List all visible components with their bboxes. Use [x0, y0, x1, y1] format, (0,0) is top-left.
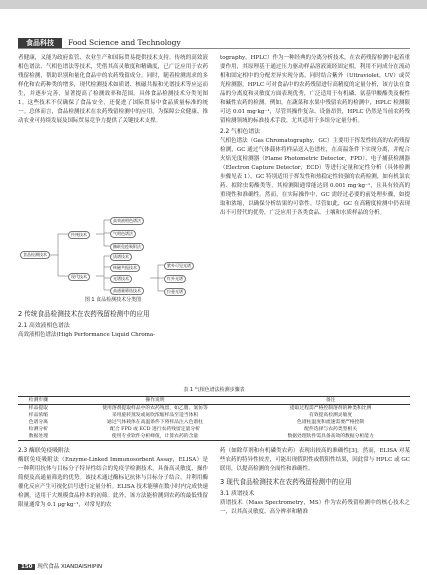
table-title: 表 1 气相色谱法检测步骤表 — [183, 387, 245, 393]
table-row — [18, 412, 410, 419]
table-cell: 检测分析 — [28, 427, 48, 432]
diagram-leaf-ir: 红外光谱 — [164, 275, 186, 283]
section-2-heading: 2 传统食品检测技术在农药残留检测中的应用 — [18, 310, 150, 318]
table-cell: 配件选择与农药类型相关 — [304, 427, 357, 432]
top-band — [0, 0, 427, 9]
table-row — [18, 419, 410, 426]
table-cell: 色谱分离 — [28, 420, 48, 425]
gc-paragraph: 气相色谱法（Gas Chromatography，GC）主要用于挥发性较高的农药残留检测，GC 通过气体载体将样品送入色谱柱，在高温条件下实现分离，并配合火焰光度检测器（Flame Photometric Detector，FPD）、电子捕获检测器（Electron Capture Detector，ECD）等进行定量和定性分析（具体检测步骤见表 1）。GC 特别适用于挥发性和热稳定性较强的农药检测，如有机氯农药、拟除虫菊酯类等，其检测限通常能达到 0.001 mg·kg⁻¹，且具有较高的重现性和准确性。然而，在实际操作中，GC 需经过必要的前处理步骤，如提取和浓缩，以确保分析结果的可靠性。尽管如此，GC 在高精度检测中仍表现出不可替代的优势，广泛应用于各类食品、土壤和水质样品的分析。 — [220, 138, 410, 216]
diagram-leaf-spectroscopy: 光谱技术 — [110, 275, 132, 283]
section-2-1-heading: 2.1 高效液相色谱法 — [18, 323, 70, 329]
table-row — [18, 426, 410, 433]
section-3-heading: 3 现代食品检测技术在农药残留检测中的应用 — [220, 478, 352, 486]
diagram-branch-traditional: 传统技术 — [68, 231, 90, 239]
bottom-left-column — [18, 447, 208, 510]
elisa-paragraph-cont: 药（如除草剂和有机磷类农药）表现出较高的准确性[3]。然而，ELISA 对某些农药的特异性较差，可能出现假阴性或假阳性结果，因此常与 HPLC 或 GC 联用，以提高检测的全面性和准确性。 — [220, 448, 410, 472]
figure-classification-diagram — [18, 216, 208, 294]
diagram-leaf-gc: 气相色谱法 — [110, 230, 136, 238]
diagram-leaf-raman: 拉曼光谱 — [164, 288, 186, 296]
table-cell: 配合 FPD 或 ECD 进行农药残留定量分析 — [110, 427, 200, 432]
diagram-root-node: 食品检测技术 — [20, 251, 50, 259]
diagram-leaf-elisa: 酶联免疫吸附法 — [110, 243, 144, 251]
table-cell: 提取过程需严格控制溶剂的种类和比例 — [289, 406, 372, 411]
table-header-row — [18, 397, 410, 405]
table-cell: 通过气体载体在高温条件下将样品注入色谱柱 — [107, 420, 203, 425]
table-header-cell: 操作说明 — [59, 397, 251, 405]
bottom-right-column — [220, 447, 410, 517]
table-cell: 样品提取 — [28, 406, 48, 411]
table-cell: 色谱柱温度和流速需要严格控制 — [297, 420, 365, 425]
table-header-cell: 备注 — [251, 397, 410, 405]
table-row — [18, 405, 410, 413]
table-cell: 使用溶剂提取样品中的农药残留，如乙腈、氯仿等 — [102, 406, 208, 411]
diagram-branch-modern: 现代技术 — [68, 273, 90, 281]
table-cell: 数据处理软件需具备高效的数据分析能力 — [251, 433, 410, 441]
left-column-lower — [18, 306, 208, 340]
table-cell: 数据处理 — [18, 433, 59, 441]
elisa-paragraph: 酶联免疫吸附法（Enzyme-Linked Immunosorbent Assay，ELISA）是一种利用抗体与目标分子特异性结合的免疫学检测技术，具备高灵敏度、操作简便及高通量筛选的优势。该技术通过酶标记抗体与目标分子结合，并利用酶催化反应产生可视化信号进行定量分析。ELISA 技术能够在数小时内完成快速检测，适用于大规模食品样本的初筛。此外，该方法能检测到农药的最低残留限量通常为 0.1 μg·kg⁻¹，对常见的农 — [18, 457, 208, 508]
table-cell: 有效提高检测灵敏度 — [309, 413, 353, 418]
section-2-3-heading: 2.3 酶联免疫吸附法 — [18, 448, 70, 454]
diagram-leaf-hplc: 高效液相色谱法 — [110, 217, 144, 225]
table-cell: 采用旋转蒸发或氮吹浓缩样品至适当体积 — [111, 413, 199, 418]
table-cell: 样品浓缩 — [28, 413, 48, 418]
diagram-leaf-nmr: 核磁共振技术 — [110, 264, 140, 272]
table-header-cell: 检测步骤 — [18, 397, 59, 405]
table-cell: 使用专业软件分析峰值，计算农药的含量 — [59, 433, 251, 441]
gc-steps-table — [18, 396, 410, 441]
table-row — [18, 433, 410, 441]
section-label-cn: 食品科技 — [18, 38, 62, 48]
right-column — [220, 54, 410, 218]
section-label-en: Food Science and Technology — [68, 38, 181, 47]
hplc-paragraph: tography，HPLC）作为一种经典的分离分析技术，在农药残留检测中起着重要作用，其原理基于通过压力驱动样品溶液流经固定相，利用不同成分在流动相和固定相中的分配差异实现分离，同时结合紫外（Ultraviolet，UV）或荧光检测器，HPLC 可对食品中的农药残留进行高精度的定量分析，该方法在食品的分离度和灵敏度方面表现优秀，广泛适用于有机磷、氨基甲酸酯类及极性和碱性农药的检测。例如，在蔬菜和水果中残留农药的检测中，HPLC 检测限可达 0.01 mg·kg⁻¹，尽管其操作复杂、设备昂贵，HPLC 仍然是当前农药残留检测领域的标准技术手段，尤其适用于多组分定量分析。 — [220, 55, 410, 124]
intro-paragraph: 者健康，又能为政府监管、农业生产和国际贸易提供技术支持。传统的高效液相色谱法、气相色谱法等技术，凭借其高灵敏度和精确度，已广泛应用于农药残留检测，帮助识别和量化食品中的农药残留成分。同时，随着检测需求的多样化和农药种类的增多，现代检测技术如质谱、核磁共振和光谱技术等应运而生，并逐步完善，显著提高了检测效率和范围。具体食品检测技术分类见图1。这些技术不仅确保了食品安全，还促进了国际贸易中食品质量标准的统一。总体而言，食品检测技术在农药残留检测中的应用，为保障公众健康、推动农业可持续发展及国际贸易竞争力提供了关键技术支撑。 — [18, 55, 208, 124]
section-2-2-heading: 2.2 气相色谱法 — [220, 129, 261, 135]
diagram-leaf-ms: 质谱技术 — [110, 253, 132, 261]
diagram-leaf-uvvis: 紫外可见光谱 — [164, 262, 194, 270]
ms-paragraph: 质谱技术（Mass Spectrometry，MS）作为农药残留检测中的核心技术之一，以其高灵敏度、高分辨率和精准 — [220, 500, 410, 515]
hplc-paragraph-start: 高效液相色谱法(High Performance Liquid Chroma- — [18, 332, 155, 338]
left-column — [18, 54, 208, 126]
figure-caption: 图 1 食品检测技术分类图 — [84, 297, 142, 303]
page-footer — [18, 563, 102, 571]
page-header — [18, 38, 410, 49]
section-3-1-heading: 3.1 质谱技术 — [220, 491, 255, 497]
diagram-leaf-hts: 高通量筛选技术 — [110, 287, 144, 295]
journal-name: 现代食品 XIANDAISHIPIN — [37, 564, 103, 570]
page-number: 150 — [18, 564, 35, 570]
